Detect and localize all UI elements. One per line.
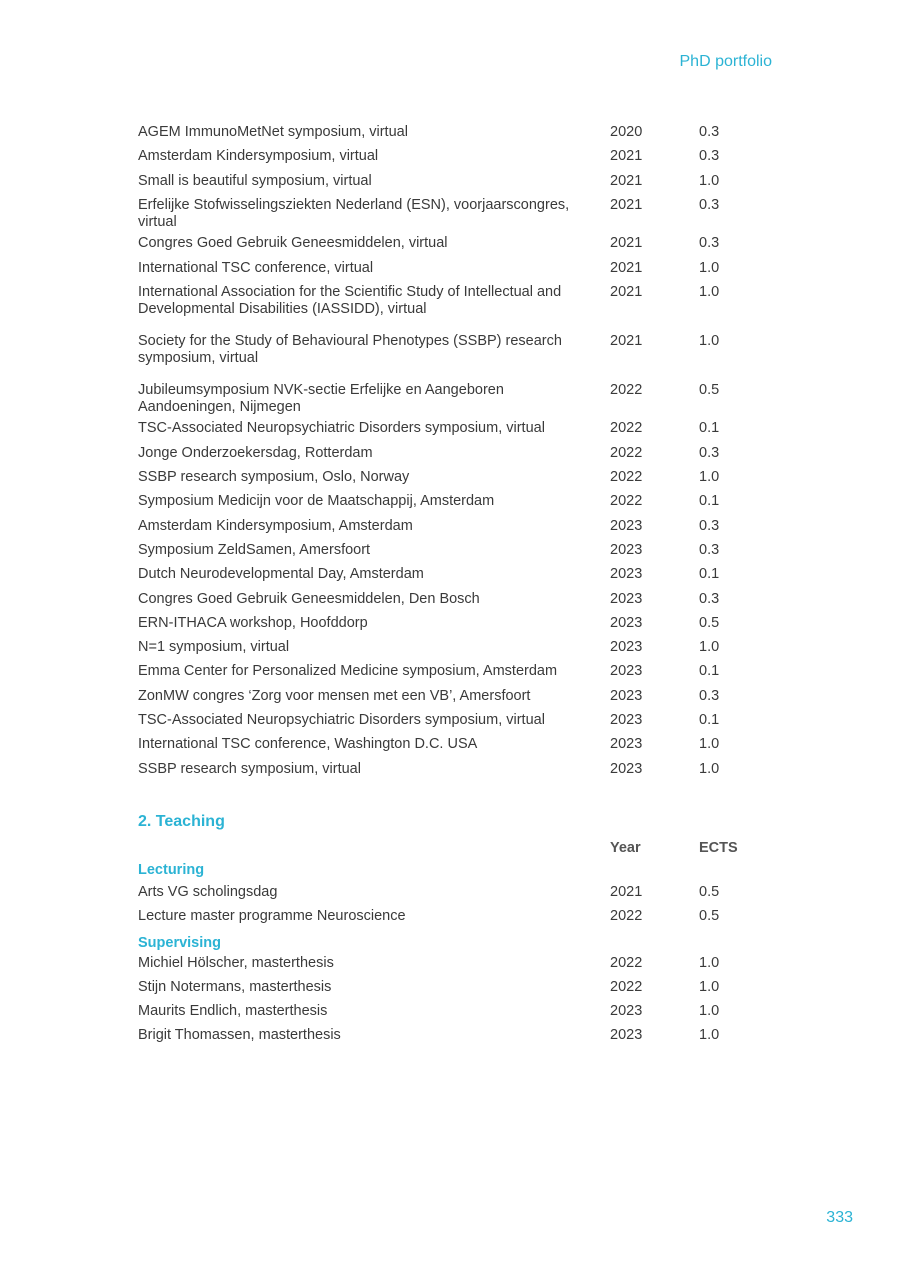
event-name: AGEM ImmunoMetNet symposium, virtual — [138, 124, 408, 140]
supervision-year: 2022 — [610, 978, 643, 995]
table-row — [138, 542, 778, 566]
event-year: 2021 — [610, 235, 643, 252]
column-headers — [138, 840, 778, 862]
event-year: 2023 — [610, 663, 643, 680]
event-year: 2021 — [610, 172, 643, 189]
event-ects: 1.0 — [699, 760, 720, 777]
table-row — [138, 333, 778, 382]
table-row — [138, 712, 778, 736]
supervision-name: Brigit Thomassen, masterthesis — [138, 1027, 341, 1044]
event-ects: 0.3 — [699, 124, 720, 140]
event-ects: 1.0 — [699, 259, 720, 276]
table-row — [138, 761, 778, 785]
event-ects: 0.1 — [699, 663, 720, 680]
event-ects: 0.5 — [699, 381, 720, 398]
event-year: 2023 — [610, 760, 643, 777]
table-row — [138, 884, 778, 908]
lecturing-list — [138, 884, 778, 933]
event-year: 2023 — [610, 687, 643, 704]
event-name: Jonge Onderzoekersdag, Rotterdam — [138, 444, 373, 461]
subsection-title-lecturing: Lecturing — [138, 861, 205, 878]
event-year: 2021 — [610, 259, 643, 276]
supervision-name: Michiel Hölscher, masterthesis — [138, 954, 334, 971]
event-name: International TSC conference, virtual — [138, 259, 374, 276]
event-ects: 0.3 — [699, 590, 720, 607]
event-name: SSBP research symposium, virtual — [138, 760, 361, 777]
event-year: 2023 — [610, 712, 643, 729]
table-row — [138, 173, 778, 197]
table-row — [138, 420, 778, 444]
event-ects: 1.0 — [699, 172, 720, 189]
event-year: 2022 — [610, 381, 643, 398]
supervision-year: 2023 — [610, 1003, 643, 1020]
event-ects: 0.3 — [699, 148, 720, 165]
event-name: Congres Goed Gebruik Geneesmiddelen, virtual — [138, 235, 448, 252]
table-row — [138, 688, 778, 712]
lecture-name: Arts VG scholingsdag — [138, 883, 278, 900]
event-year: 2023 — [610, 590, 643, 607]
running-header: PhD portfolio — [679, 53, 772, 70]
event-ects: 0.3 — [699, 517, 720, 534]
page-number: 333 — [826, 1209, 853, 1226]
event-name: Amsterdam Kindersymposium, Amsterdam — [138, 517, 413, 534]
section-title-teaching: 2. Teaching — [138, 812, 225, 830]
event-name: TSC-Associated Neuropsychiatric Disorders symposium, virtual — [138, 712, 545, 729]
event-ects: 0.3 — [699, 687, 720, 704]
event-name: Small is beautiful symposium, virtual — [138, 172, 372, 189]
table-row — [138, 639, 778, 663]
event-name: ERN-ITHACA workshop, Hoofddorp — [138, 614, 368, 631]
event-year: 2023 — [610, 566, 643, 583]
supervision-name: Stijn Notermans, masterthesis — [138, 978, 332, 995]
table-row — [138, 382, 778, 421]
table-row — [138, 518, 778, 542]
table-row — [138, 445, 778, 469]
event-name: Symposium ZeldSamen, Amersfoort — [138, 541, 371, 558]
event-ects: 0.3 — [699, 196, 720, 213]
event-name: Dutch Neurodevelopmental Day, Amsterdam — [138, 566, 424, 583]
event-ects: 0.3 — [699, 235, 720, 252]
event-name: International TSC conference, Washington D.C. USA — [138, 736, 478, 753]
event-year: 2023 — [610, 639, 643, 656]
event-ects: 0.1 — [699, 712, 720, 729]
event-name: TSC-Associated Neuropsychiatric Disorders symposium, virtual — [138, 420, 545, 437]
lecture-ects: 0.5 — [699, 883, 720, 900]
event-year: 2023 — [610, 736, 643, 753]
event-ects: 0.1 — [699, 566, 720, 583]
table-row — [138, 1003, 778, 1027]
event-year: 2023 — [610, 541, 643, 558]
table-row — [138, 591, 778, 615]
event-ects: 1.0 — [699, 283, 720, 300]
supervision-year: 2022 — [610, 954, 643, 971]
events-list — [138, 124, 778, 785]
event-year: 2021 — [610, 148, 643, 165]
event-year: 2023 — [610, 517, 643, 534]
event-name: Amsterdam Kindersymposium, virtual — [138, 148, 379, 165]
table-row — [138, 663, 778, 687]
event-ects: 1.0 — [699, 736, 720, 753]
event-year: 2020 — [610, 124, 643, 140]
event-name: SSBP research symposium, Oslo, Norway — [138, 469, 410, 486]
event-ects: 0.5 — [699, 614, 720, 631]
table-row — [138, 148, 778, 172]
table-row — [138, 736, 778, 760]
event-year: 2022 — [610, 420, 643, 437]
lecture-year: 2022 — [610, 908, 643, 925]
event-name: Symposium Medicijn voor de Maatschappij, Amsterdam — [138, 493, 495, 510]
event-name: Erfelijke Stofwisselingsziekten Nederland (ESN), voorjaarscongres, virtual — [138, 196, 570, 230]
portfolio-content — [138, 124, 778, 1052]
supervision-ects: 1.0 — [699, 978, 720, 995]
event-year: 2021 — [610, 332, 643, 349]
table-row — [138, 197, 778, 236]
ects-column-header: ECTS — [699, 839, 738, 856]
supervision-ects: 1.0 — [699, 1003, 720, 1020]
supervision-ects: 1.0 — [699, 1027, 720, 1044]
year-column-header: Year — [610, 839, 641, 856]
table-row — [138, 260, 778, 284]
table-row — [138, 615, 778, 639]
event-name: International Association for the Scientific Study of Intellectual and Developmental Disabilities (IASSIDD), virtual — [138, 283, 562, 317]
lecture-year: 2021 — [610, 883, 643, 900]
table-row — [138, 235, 778, 259]
event-name: N=1 symposium, virtual — [138, 639, 290, 656]
table-row — [138, 124, 778, 148]
table-row — [138, 908, 778, 932]
event-name: ZonMW congres ‘Zorg voor mensen met een VB’, Amersfoort — [138, 687, 531, 704]
supervision-year: 2023 — [610, 1027, 643, 1044]
event-ects: 0.1 — [699, 420, 720, 437]
event-year: 2022 — [610, 493, 643, 510]
table-row — [138, 284, 778, 333]
lecture-name: Lecture master programme Neuroscience — [138, 908, 406, 925]
event-year: 2021 — [610, 196, 643, 213]
table-row — [138, 1027, 778, 1051]
event-year: 2023 — [610, 614, 643, 631]
table-row — [138, 469, 778, 493]
event-ects: 0.1 — [699, 493, 720, 510]
supervising-list — [138, 955, 778, 1052]
supervision-ects: 1.0 — [699, 954, 720, 971]
event-ects: 1.0 — [699, 639, 720, 656]
event-year: 2022 — [610, 444, 643, 461]
event-ects: 0.3 — [699, 541, 720, 558]
event-name: Jubileumsymposium NVK-sectie Erfelijke en Aangeboren Aandoeningen, Nijmegen — [138, 381, 504, 415]
event-name: Emma Center for Personalized Medicine symposium, Amsterdam — [138, 663, 558, 680]
table-row — [138, 955, 778, 979]
event-ects: 1.0 — [699, 469, 720, 486]
event-year: 2021 — [610, 283, 643, 300]
event-ects: 0.3 — [699, 444, 720, 461]
event-year: 2022 — [610, 469, 643, 486]
event-name: Society for the Study of Behavioural Phenotypes (SSBP) research symposium, virtual — [138, 332, 562, 366]
event-name: Congres Goed Gebruik Geneesmiddelen, Den Bosch — [138, 590, 480, 607]
event-ects: 1.0 — [699, 332, 720, 349]
lecture-ects: 0.5 — [699, 908, 720, 925]
table-row — [138, 493, 778, 517]
subsection-title-supervising: Supervising — [138, 934, 221, 951]
table-row — [138, 566, 778, 590]
supervision-name: Maurits Endlich, masterthesis — [138, 1003, 328, 1020]
table-row — [138, 979, 778, 1003]
